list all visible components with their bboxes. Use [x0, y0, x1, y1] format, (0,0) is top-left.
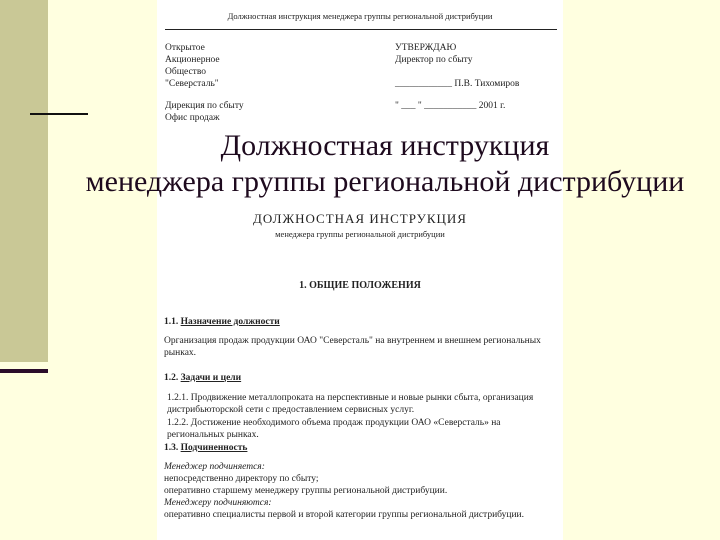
subordination-line: оперативно специалисты первой и второй категории группы региональной дистрибуции.	[164, 510, 525, 520]
subordination-line: оперативно старшему менеджеру группы региональной дистрибуции.	[164, 486, 448, 496]
section-1-2-heading	[164, 372, 556, 384]
doc-header: Должностная инструкция менеджера группы региональной дистрибуции	[227, 11, 493, 21]
company-line: Открытое	[165, 43, 205, 53]
slide-title	[52, 128, 718, 200]
slide-title-line2: менеджера группы региональной дистрибуции	[85, 165, 685, 198]
approval-date: " ___ " ___________ 2001 г.	[395, 101, 506, 111]
decorative-side-strip	[0, 0, 48, 362]
section-number: 1.1.	[164, 317, 179, 327]
section-title: Подчиненность	[180, 443, 248, 453]
section-1-2-2-text: 1.2.2. Достижение необходимого объема продаж продукции ОАО «Северсталь» на региональных рынках.	[167, 418, 501, 440]
subordination-line: Менеджеру подчиняются:	[164, 498, 272, 508]
department-line: Дирекция по сбыту	[165, 101, 244, 111]
section-title: Назначение должности	[180, 317, 280, 327]
doc-main-title: ДОЛЖНОСТНАЯ ИНСТРУКЦИЯ	[253, 211, 467, 226]
company-line: Акционерное	[165, 55, 220, 65]
slide-title-line1: Должностная инструкция	[220, 129, 550, 162]
section-1-2-1-text: 1.2.1. Продвижение металлопроката на перспективные и новые рынки сбыта, организация дистрибьюторской сети с предоставлением сервисных услуг.	[167, 393, 534, 415]
title-decorative-line	[30, 113, 88, 115]
document-scan	[157, 0, 563, 540]
doc-company-block	[165, 42, 365, 124]
doc-approval-block	[395, 42, 560, 112]
section-number: 1.3.	[164, 443, 179, 453]
doc-body	[164, 316, 556, 521]
department-line: Офис продаж	[165, 113, 220, 123]
decorative-accent-bar	[0, 369, 48, 373]
company-line: Общество	[165, 67, 207, 77]
section-1-1-text: Организация продаж продукции ОАО "Северсталь" на внутреннем и внешнем региональных рынках.	[164, 336, 541, 358]
section-1-1-heading	[164, 316, 556, 328]
doc-header-rule	[165, 29, 557, 30]
section-1-3-heading	[164, 442, 556, 454]
approval-signature: ____________ П.В. Тихомиров	[395, 79, 520, 89]
subordination-line: Менеджер подчиняется:	[164, 462, 265, 472]
approval-line: УТВЕРЖДАЮ	[395, 43, 457, 53]
doc-sub-title: менеджера группы региональной дистрибуции	[275, 229, 445, 239]
section-number: 1.2.	[164, 373, 179, 383]
subordination-line: непосредственно директору по сбыту;	[164, 474, 319, 484]
doc-section-title: 1. ОБЩИЕ ПОЛОЖЕНИЯ	[299, 280, 421, 291]
section-title: Задачи и цели	[180, 373, 242, 383]
company-line: "Северсталь"	[165, 79, 219, 89]
approval-line: Директор по сбыту	[395, 55, 473, 65]
